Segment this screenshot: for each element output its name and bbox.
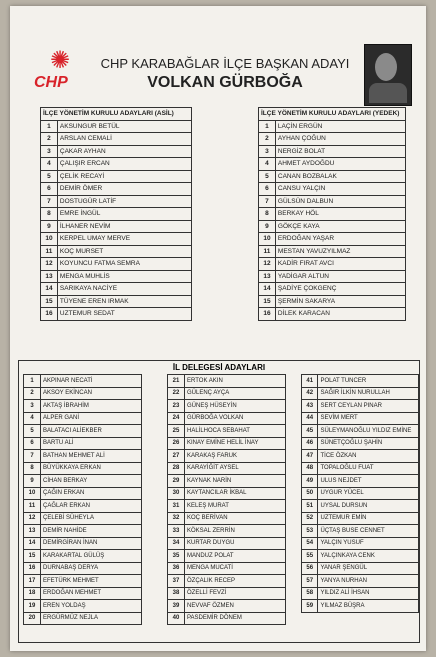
table-row xyxy=(259,220,406,233)
table-row xyxy=(24,450,142,463)
row-number: 4 xyxy=(41,158,58,171)
table-row xyxy=(302,400,419,413)
table-row xyxy=(41,258,192,271)
table-row xyxy=(168,450,286,463)
table-row xyxy=(24,500,142,513)
table-row xyxy=(41,245,192,258)
candidate-name-cell: EREN YOLDAŞ xyxy=(41,600,142,613)
table-row xyxy=(24,612,142,625)
delegeler-column-1 xyxy=(23,374,142,625)
row-number: 30 xyxy=(168,487,185,500)
candidate-name-cell: KERPEL UMAY MERVE xyxy=(57,233,191,246)
row-number: 16 xyxy=(259,308,276,321)
candidate-name-cell: ÇAĞLAR ERKAN xyxy=(41,500,142,513)
row-number: 21 xyxy=(168,375,185,388)
table-row xyxy=(168,575,286,588)
row-number: 17 xyxy=(24,575,41,588)
candidate-name-cell: AYHAN ÇOĞUN xyxy=(275,133,405,146)
candidate-name-cell: SARIKAYA NACİYE xyxy=(57,283,191,296)
candidate-name-cell: KOYUNCU FATMA SEMRA xyxy=(57,258,191,271)
delegeler-section xyxy=(18,360,420,643)
candidate-name-cell: YANYA NURHAN xyxy=(318,575,419,588)
candidate-name-cell: KÖKSAL ZERRİN xyxy=(185,525,286,538)
row-number: 15 xyxy=(259,295,276,308)
row-number: 7 xyxy=(24,450,41,463)
table-row xyxy=(41,120,192,133)
table-row xyxy=(302,550,419,563)
candidate-name-cell: ERDOĞAN MEHMET xyxy=(41,587,142,600)
row-number: 22 xyxy=(168,387,185,400)
table-row xyxy=(259,158,406,171)
row-number: 43 xyxy=(302,400,318,413)
candidate-name-cell: LAÇİN ERGÜN xyxy=(275,120,405,133)
row-number: 14 xyxy=(24,537,41,550)
candidate-name-cell: TİCE ÖZKAN xyxy=(318,450,419,463)
logo-text: CHP xyxy=(34,74,68,91)
candidate-name-cell: ÖZELLİ FEVZİ xyxy=(185,587,286,600)
candidate-name-cell: KAYNAK NARİN xyxy=(185,475,286,488)
row-number: 3 xyxy=(24,400,41,413)
table-row xyxy=(168,475,286,488)
candidate-name-cell: UYGUR YÜCEL xyxy=(318,487,419,500)
table-row xyxy=(168,462,286,475)
candidate-name-cell: YALÇINKAYA CENK xyxy=(318,550,419,563)
row-number: 15 xyxy=(41,295,58,308)
table-row xyxy=(24,537,142,550)
table-row xyxy=(41,283,192,296)
table-row xyxy=(41,170,192,183)
row-number: 15 xyxy=(24,550,41,563)
table-row xyxy=(41,183,192,196)
candidate-name-cell: EMRE İNGÜL xyxy=(57,208,191,221)
table-row xyxy=(168,400,286,413)
row-number: 10 xyxy=(41,233,58,246)
table-row xyxy=(302,475,419,488)
candidate-name-cell: DEMİR NAHİDE xyxy=(41,525,142,538)
table-row xyxy=(24,462,142,475)
table-row xyxy=(168,437,286,450)
candidate-name-cell: BARTU ALİ xyxy=(41,437,142,450)
table-row xyxy=(41,295,192,308)
candidate-name-cell: NERGİZ BOLAT xyxy=(275,145,405,158)
candidate-name-cell: DURNABAŞ DERYA xyxy=(41,562,142,575)
candidate-name-cell: KELEŞ MURAT xyxy=(185,500,286,513)
row-number: 8 xyxy=(41,208,58,221)
row-number: 7 xyxy=(259,195,276,208)
candidate-name-cell: AKTAŞ İBRAHİM xyxy=(41,400,142,413)
candidate-name-cell: MENGA MUCATİ xyxy=(185,562,286,575)
row-number: 33 xyxy=(168,525,185,538)
candidate-name-cell: İLHANER NEVİM xyxy=(57,220,191,233)
table-row xyxy=(302,600,419,613)
candidate-list-sheet xyxy=(10,6,426,651)
table-row xyxy=(24,487,142,500)
table-row xyxy=(302,450,419,463)
candidate-name-cell: GÖKÇE KAYA xyxy=(275,220,405,233)
table-row xyxy=(24,387,142,400)
delegeler-title: İL DELEGESİ ADAYLARI xyxy=(172,363,266,372)
candidate-name-cell: BERKAY HÖL xyxy=(275,208,405,221)
candidate-name-cell: MENGA MUHLİS xyxy=(57,270,191,283)
candidate-name-cell: DEMİRGİRAN İNAN xyxy=(41,537,142,550)
candidate-name-cell: SERT CEYLAN PINAR xyxy=(318,400,419,413)
row-number: 36 xyxy=(168,562,185,575)
row-number: 57 xyxy=(302,575,318,588)
candidate-name: VOLKAN GÜRBOĞA xyxy=(147,74,303,91)
candidate-name-cell: DEMİR ÖMER xyxy=(57,183,191,196)
candidate-name-cell: SAĞIR İLKİN NURULLAH xyxy=(318,387,419,400)
candidate-name-cell: YANAR ŞENGÜL xyxy=(318,562,419,575)
candidate-name-cell: ŞERMİN SAKARYA xyxy=(275,295,405,308)
table-row xyxy=(302,587,419,600)
row-number: 13 xyxy=(24,525,41,538)
row-number: 44 xyxy=(302,412,318,425)
candidate-name-cell: KOÇ BERİVAN xyxy=(185,512,286,525)
table-row xyxy=(24,575,142,588)
candidate-name-cell: TOPALOĞLU FUAT xyxy=(318,462,419,475)
table-row xyxy=(302,575,419,588)
candidate-name-cell: UZTEMUR SEDAT xyxy=(57,308,191,321)
row-number: 29 xyxy=(168,475,185,488)
row-number: 14 xyxy=(259,283,276,296)
table-row xyxy=(24,550,142,563)
candidate-name-cell: SEVİM MERT xyxy=(318,412,419,425)
table-row xyxy=(259,233,406,246)
row-number: 46 xyxy=(302,437,318,450)
row-number: 6 xyxy=(259,183,276,196)
asil-table-title: İLÇE YÖNETİM KURULU ADAYLARI (ASİL) xyxy=(41,108,192,121)
table-row xyxy=(168,425,286,438)
candidate-name-cell: AKSUNGUR BETÜL xyxy=(57,120,191,133)
row-number: 2 xyxy=(259,133,276,146)
candidate-name-cell: KARAYİĞİT AYSEL xyxy=(185,462,286,475)
candidate-name-cell: GÜRBOĞA VOLKAN xyxy=(185,412,286,425)
table-row xyxy=(168,412,286,425)
table-row xyxy=(259,133,406,146)
row-number: 18 xyxy=(24,587,41,600)
candidate-name-cell: KINAY EMİNE HELİL İNAY xyxy=(185,437,286,450)
row-number: 35 xyxy=(168,550,185,563)
table-row xyxy=(259,183,406,196)
table-row xyxy=(259,308,406,321)
candidate-name-cell: ÇELİK RECAYİ xyxy=(57,170,191,183)
table-row xyxy=(24,425,142,438)
table-row xyxy=(302,525,419,538)
row-number: 1 xyxy=(24,375,41,388)
table-row xyxy=(24,562,142,575)
row-number: 16 xyxy=(24,562,41,575)
table-row xyxy=(302,487,419,500)
row-number: 53 xyxy=(302,525,318,538)
row-number: 19 xyxy=(24,600,41,613)
table-row xyxy=(259,258,406,271)
row-number: 41 xyxy=(302,375,318,388)
row-number: 10 xyxy=(24,487,41,500)
candidate-name-cell: ERGÜRMÜZ NEJLA xyxy=(41,612,142,625)
table-row xyxy=(302,437,419,450)
row-number: 1 xyxy=(259,120,276,133)
row-number: 51 xyxy=(302,500,318,513)
candidate-name-cell: AHMET AYDOĞDU xyxy=(275,158,405,171)
row-number: 27 xyxy=(168,450,185,463)
row-number: 52 xyxy=(302,512,318,525)
row-number: 54 xyxy=(302,537,318,550)
candidate-name-cell: MANDUZ POLAT xyxy=(185,550,286,563)
portrait-body xyxy=(369,83,407,103)
table-row xyxy=(168,537,286,550)
table-row xyxy=(302,425,419,438)
candidate-name-cell: EFETÜRK MEHMET xyxy=(41,575,142,588)
candidate-name-cell: BATHAN MEHMET ALİ xyxy=(41,450,142,463)
row-number: 11 xyxy=(259,245,276,258)
table-row xyxy=(259,245,406,258)
table-row xyxy=(24,437,142,450)
row-number: 6 xyxy=(24,437,41,450)
candidate-name-cell: MESTAN YAVUZYILMAZ xyxy=(275,245,405,258)
table-row xyxy=(24,512,142,525)
candidate-name-cell: YADİGAR ALTUN xyxy=(275,270,405,283)
candidate-name-cell: GÜNEŞ HÜSEYİN xyxy=(185,400,286,413)
delegeler-column-3 xyxy=(301,374,419,613)
row-number: 56 xyxy=(302,562,318,575)
row-number: 34 xyxy=(168,537,185,550)
row-number: 9 xyxy=(41,220,58,233)
table-row xyxy=(259,295,406,308)
row-number: 1 xyxy=(41,120,58,133)
table-row xyxy=(259,170,406,183)
row-number: 26 xyxy=(168,437,185,450)
row-number: 11 xyxy=(41,245,58,258)
table-row xyxy=(168,562,286,575)
table-row xyxy=(168,525,286,538)
table-row xyxy=(168,612,286,625)
table-row xyxy=(41,195,192,208)
row-number: 6 xyxy=(41,183,58,196)
row-number: 9 xyxy=(24,475,41,488)
row-number: 12 xyxy=(41,258,58,271)
row-number: 5 xyxy=(24,425,41,438)
row-number: 8 xyxy=(259,208,276,221)
row-number: 12 xyxy=(259,258,276,271)
row-number: 59 xyxy=(302,600,318,613)
row-number: 20 xyxy=(24,612,41,625)
candidate-name-cell: ALPER GANİ xyxy=(41,412,142,425)
row-number: 55 xyxy=(302,550,318,563)
portrait-face xyxy=(375,53,397,81)
chp-logo xyxy=(34,46,78,96)
table-row xyxy=(41,220,192,233)
candidate-name-cell: ERTOK AKIN xyxy=(185,375,286,388)
candidate-name-cell: ÇALIŞIR ERCAN xyxy=(57,158,191,171)
table-row xyxy=(302,537,419,550)
candidate-name-cell: DOSTUGÜR LATİF xyxy=(57,195,191,208)
row-number: 2 xyxy=(24,387,41,400)
table-row xyxy=(41,208,192,221)
candidate-name-cell: YILDIZ ALİ İHSAN xyxy=(318,587,419,600)
yedek-table xyxy=(258,107,406,321)
header xyxy=(10,6,426,106)
candidate-name-cell: KURTAR DUYGU xyxy=(185,537,286,550)
row-number: 13 xyxy=(259,270,276,283)
table-row xyxy=(259,208,406,221)
table-row xyxy=(41,158,192,171)
row-number: 58 xyxy=(302,587,318,600)
table-row xyxy=(302,562,419,575)
candidate-name-cell: ÇELEBİ SÜHEYLA xyxy=(41,512,142,525)
candidate-name-cell: KADİR FIRAT AVCI xyxy=(275,258,405,271)
table-row xyxy=(168,375,286,388)
table-row xyxy=(41,133,192,146)
table-row xyxy=(24,525,142,538)
row-number: 49 xyxy=(302,475,318,488)
asil-table xyxy=(40,107,192,321)
row-number: 12 xyxy=(24,512,41,525)
candidate-name-cell: KOÇ MURSET xyxy=(57,245,191,258)
row-number: 8 xyxy=(24,462,41,475)
candidate-name-cell: ÇAĞIN ERKAN xyxy=(41,487,142,500)
row-number: 5 xyxy=(41,170,58,183)
table-row xyxy=(302,412,419,425)
row-number: 40 xyxy=(168,612,185,625)
candidate-name-cell: DİLEK KARACAN xyxy=(275,308,405,321)
row-number: 47 xyxy=(302,450,318,463)
table-row xyxy=(259,283,406,296)
table-row xyxy=(259,120,406,133)
six-arrows-icon: ✺ xyxy=(50,47,71,74)
table-row xyxy=(168,550,286,563)
table-row xyxy=(168,600,286,613)
table-row xyxy=(259,270,406,283)
candidate-name-cell: BALATACI ALİEKBER xyxy=(41,425,142,438)
table-row xyxy=(302,512,419,525)
candidate-name-cell: AKSOY EKİNCAN xyxy=(41,387,142,400)
row-number: 38 xyxy=(168,587,185,600)
row-number: 31 xyxy=(168,500,185,513)
table-row xyxy=(168,587,286,600)
table-row xyxy=(259,195,406,208)
table-row xyxy=(168,512,286,525)
row-number: 13 xyxy=(41,270,58,283)
row-number: 42 xyxy=(302,387,318,400)
row-number: 5 xyxy=(259,170,276,183)
candidate-name-cell: HALİLHOCA SEBAHAT xyxy=(185,425,286,438)
portrait-photo xyxy=(364,44,412,106)
candidate-name-cell: KARAKARTAL GÜLÜŞ xyxy=(41,550,142,563)
row-number: 48 xyxy=(302,462,318,475)
row-number: 16 xyxy=(41,308,58,321)
candidate-name-cell: TÜYENE EREN IRMAK xyxy=(57,295,191,308)
row-number: 45 xyxy=(302,425,318,438)
row-number: 50 xyxy=(302,487,318,500)
candidate-name-cell: KAYTANCILAR İKBAL xyxy=(185,487,286,500)
table-row xyxy=(41,145,192,158)
yedek-table-title: İLÇE YÖNETİM KURULU ADAYLARI (YEDEK) xyxy=(259,108,406,121)
candidate-name-cell: ÖZÇALIK RECEP xyxy=(185,575,286,588)
candidate-name-cell: ARSLAN CEMALİ xyxy=(57,133,191,146)
row-number: 3 xyxy=(259,145,276,158)
row-number: 23 xyxy=(168,400,185,413)
table-row xyxy=(24,412,142,425)
table-row xyxy=(41,233,192,246)
row-number: 37 xyxy=(168,575,185,588)
row-number: 9 xyxy=(259,220,276,233)
table-row xyxy=(24,475,142,488)
candidate-name-cell: CİHAN BERKAY xyxy=(41,475,142,488)
row-number: 11 xyxy=(24,500,41,513)
delegeler-column-2 xyxy=(167,374,286,625)
candidate-name-cell: GÜLSÜN DALBUN xyxy=(275,195,405,208)
row-number: 2 xyxy=(41,133,58,146)
table-row xyxy=(168,500,286,513)
row-number: 4 xyxy=(24,412,41,425)
table-row xyxy=(24,600,142,613)
table-row xyxy=(302,387,419,400)
candidate-name-cell: POLAT TUNCER xyxy=(318,375,419,388)
candidate-name-cell: GÜLENÇ AYÇA xyxy=(185,387,286,400)
table-row xyxy=(168,387,286,400)
page-title: CHP KARABAĞLAR İLÇE BAŞKAN ADAYI xyxy=(100,56,350,71)
row-number: 7 xyxy=(41,195,58,208)
table-row xyxy=(24,400,142,413)
table-row xyxy=(302,500,419,513)
row-number: 14 xyxy=(41,283,58,296)
row-number: 24 xyxy=(168,412,185,425)
row-number: 25 xyxy=(168,425,185,438)
table-row xyxy=(41,270,192,283)
candidate-name-cell: ERDOĞAN YAŞAR xyxy=(275,233,405,246)
candidate-name-cell: ŞADİYE ÇOKGENÇ xyxy=(275,283,405,296)
table-row xyxy=(302,462,419,475)
candidate-name-cell: ULUS NEJDET xyxy=(318,475,419,488)
table-row xyxy=(259,145,406,158)
candidate-name-cell: CANAN BOZBALAK xyxy=(275,170,405,183)
candidate-name-cell: UYSAL DURSUN xyxy=(318,500,419,513)
candidate-name-cell: BÜYÜKKAYA ERKAN xyxy=(41,462,142,475)
candidate-name-cell: YILMAZ BÜŞRA xyxy=(318,600,419,613)
candidate-name-cell: SÜLEYMANOĞLU YILDIZ EMİNE xyxy=(318,425,419,438)
candidate-name-cell: CANSU YALÇIN xyxy=(275,183,405,196)
candidate-name-cell: UZTEMUR EMİN xyxy=(318,512,419,525)
row-number: 39 xyxy=(168,600,185,613)
table-row xyxy=(24,587,142,600)
table-row xyxy=(41,308,192,321)
candidate-name-cell: AKPINAR NECATİ xyxy=(41,375,142,388)
row-number: 10 xyxy=(259,233,276,246)
candidate-name-cell: NEVVAF ÖZMEN xyxy=(185,600,286,613)
row-number: 28 xyxy=(168,462,185,475)
table-row xyxy=(24,375,142,388)
row-number: 32 xyxy=(168,512,185,525)
candidate-name-cell: ÜÇTAŞ BUSE CENNET xyxy=(318,525,419,538)
candidate-name-cell: ÇAKAR AYHAN xyxy=(57,145,191,158)
row-number: 4 xyxy=(259,158,276,171)
candidate-name-cell: SÜNETÇOĞLU ŞAHİN xyxy=(318,437,419,450)
table-row xyxy=(168,487,286,500)
table-row xyxy=(302,375,419,388)
candidate-name-cell: YALÇIN YUSUF xyxy=(318,537,419,550)
candidate-name-cell: PASDEMİR DÖNEM xyxy=(185,612,286,625)
row-number: 3 xyxy=(41,145,58,158)
candidate-name-cell: KARAKAŞ FARUK xyxy=(185,450,286,463)
